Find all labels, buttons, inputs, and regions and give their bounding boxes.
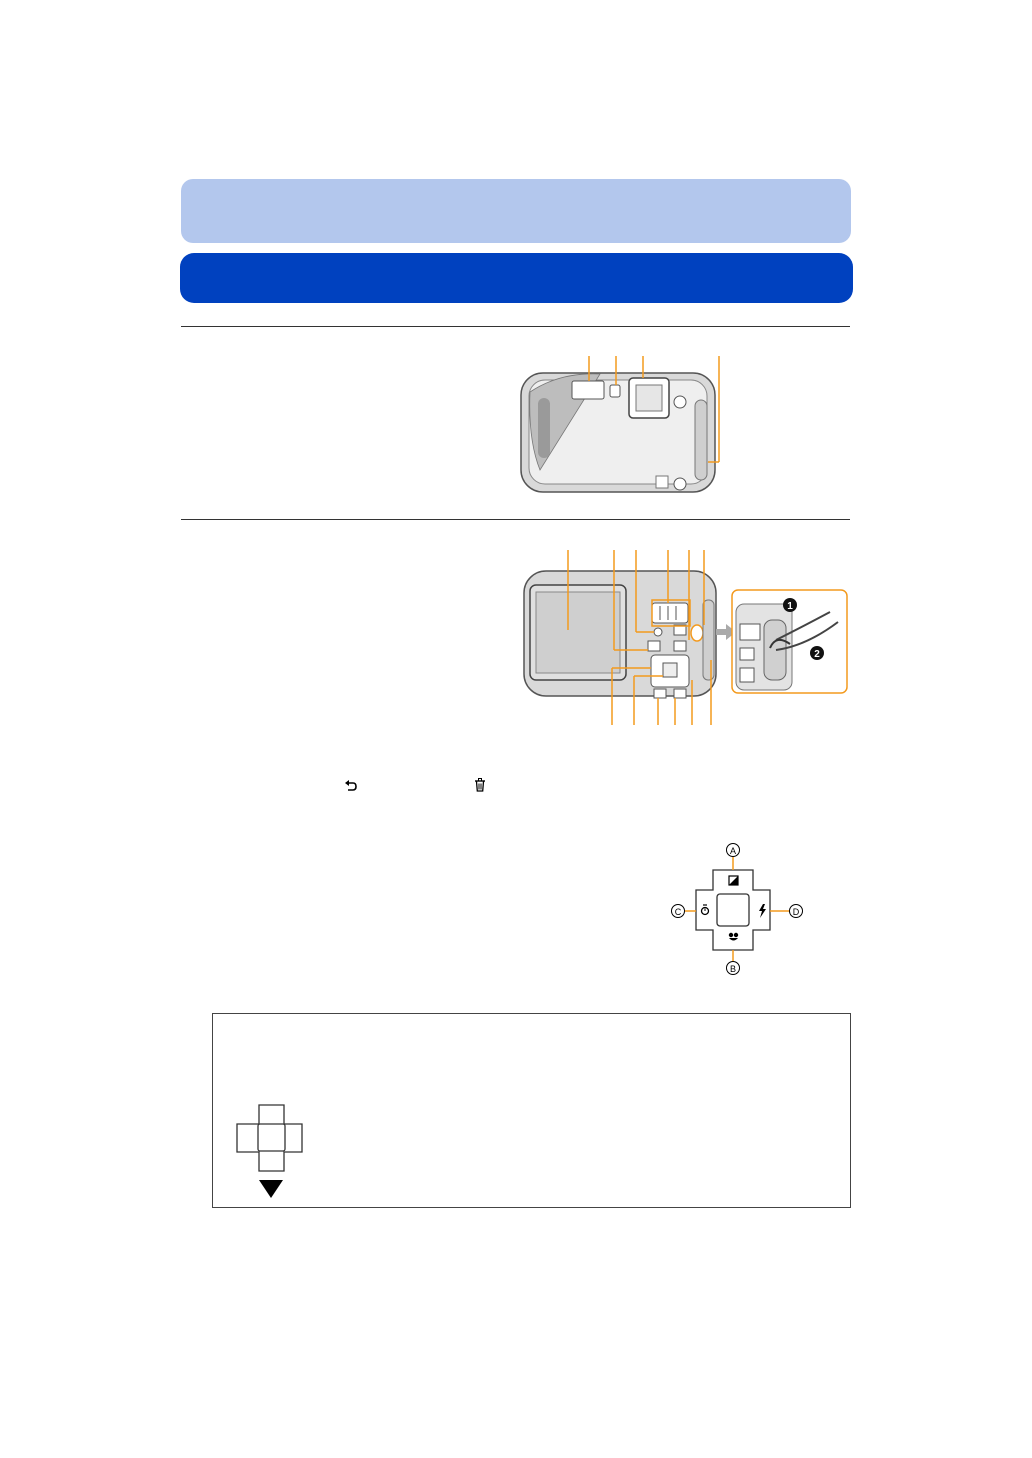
label-c: C xyxy=(674,907,682,917)
camera-rear-illustration xyxy=(520,545,855,730)
label-a: A xyxy=(729,846,737,856)
af-lamp-icon xyxy=(610,385,620,397)
section-header-light-banner xyxy=(181,179,851,243)
trash-icon xyxy=(474,778,486,792)
label-a-circle xyxy=(727,844,740,857)
note-box xyxy=(212,1013,851,1208)
camera-rear-body xyxy=(524,571,716,698)
label-b: B xyxy=(729,964,737,974)
step-1-label: 1 xyxy=(787,601,793,612)
label-d: D xyxy=(792,907,800,917)
flash-icon xyxy=(759,904,766,918)
self-timer-icon xyxy=(702,905,709,915)
strap-eyelet-icon xyxy=(691,625,703,641)
status-indicator-icon xyxy=(654,628,662,636)
macro-flower-icon xyxy=(729,933,738,941)
screw-icon xyxy=(674,396,686,408)
section-divider-middle xyxy=(181,519,850,520)
grip-icon xyxy=(538,398,550,458)
section-divider-top xyxy=(181,326,850,327)
strap-attachment-inset xyxy=(732,590,847,693)
section-header-dark-banner xyxy=(180,253,853,303)
exposure-compensation-icon xyxy=(729,876,738,885)
cursor-pad-callout-lines xyxy=(685,857,789,961)
set-button-outline xyxy=(717,894,749,926)
camera-front-illustration xyxy=(515,350,725,500)
label-c-circle xyxy=(672,905,685,918)
label-b-circle xyxy=(727,962,740,975)
camera-front-body xyxy=(521,373,715,492)
return-arrow-icon xyxy=(344,780,358,792)
zoom-lever-icon xyxy=(652,603,688,623)
step-2-label: 2 xyxy=(814,649,820,660)
down-triangle-icon xyxy=(258,1179,284,1199)
cursor-pad-diagram xyxy=(655,840,810,978)
flash-window-icon xyxy=(572,381,604,399)
label-d-circle xyxy=(790,905,803,918)
